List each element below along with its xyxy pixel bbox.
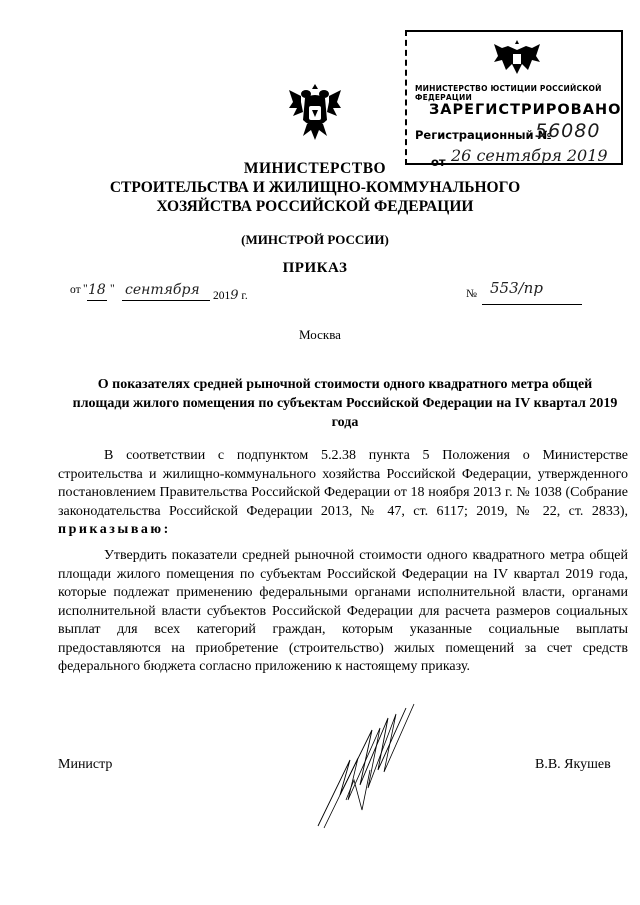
date-year-end: г. (241, 290, 248, 302)
stamp-date-value: 26 сентября 2019 (451, 146, 608, 165)
ministry-short-name: (МИНСТРОЙ РОССИИ) (241, 232, 389, 247)
stamp-registered: ЗАРЕГИСТРИРОВАНО (429, 102, 622, 118)
stamp-reg-label: Регистрационный № (415, 128, 552, 142)
date-year (213, 288, 248, 303)
order-number: 553/пр (490, 279, 543, 297)
order-date (70, 282, 248, 303)
signatory-position: Министр (58, 757, 113, 772)
ministry-line-1: МИНИСТЕРСТВО (243, 160, 387, 177)
preamble-text: В соответствии с подпунктом 5.2.38 пункта 5 Положения о Министерстве строительства и жилищно-коммунального хозяйства Российской Федерации, утвержденного постановлением Правительства Российской Федерации от 18 ноября 2013 г. № 1038 (Собрание законодательства Российской Федерации 2013, № 47, ст. 6117; 2019, № 22, ст. 2833), (58, 448, 628, 519)
date-year-suffix: 9 (230, 288, 239, 303)
coat-of-arms-icon (287, 80, 343, 146)
order-word: приказываю: (58, 522, 171, 537)
date-open-quote: " (83, 283, 88, 295)
order-paragraph: Утвердить показатели средней рыночной стоимости одного квадратного метра общей площади жилого помещения по субъектам Российской Федерации на IV квартал 2019 года, которые подлежат применению федеральными органами исполнительной власти, органами исполнительной власти субъектов Российской Федерации для расчета размеров социальных выплат для всех категорий граждан, которым указанные социальные выплаты предоставляются на приобретение (строительство) жилых помещений за счет средств федерального бюджета согласно приложению к настоящему приказу. (58, 548, 628, 674)
ministry-line-2: СТРОИТЕЛЬСТВА И ЖИЛИЩНО-КОММУНАЛЬНОГО (109, 179, 521, 196)
date-from-label: от (70, 284, 81, 296)
date-month: сентября (125, 282, 200, 298)
stamp-ministry: МИНИСТЕРСТВО ЮСТИЦИИ РОССИЙСКОЙ ФЕДЕРАЦИИ (415, 84, 602, 102)
date-day: 18 (88, 282, 106, 298)
eagle-icon (492, 36, 542, 80)
city: Москва (299, 327, 341, 342)
handwritten-signature (310, 700, 420, 830)
order-title: О показателях средней рыночной стоимости одного квадратного метра общей площади жилого помещения по субъектам Российской Федерации на IV квартал 2019 года (72, 377, 618, 430)
signatory-name: В.В. Якушев (535, 757, 611, 772)
document-type: ПРИКАЗ (282, 260, 348, 276)
order-number-label: № (466, 288, 477, 300)
stamp-date-label: от (431, 155, 446, 169)
stamp-reg-number: 56080 (535, 120, 601, 142)
preamble-paragraph (58, 447, 628, 540)
ministry-line-3: ХОЗЯЙСТВА РОССИЙСКОЙ ФЕДЕРАЦИИ (156, 198, 474, 215)
date-close-quote: " (110, 283, 115, 295)
registration-stamp (405, 30, 623, 169)
date-year-prefix: 201 (213, 290, 231, 302)
